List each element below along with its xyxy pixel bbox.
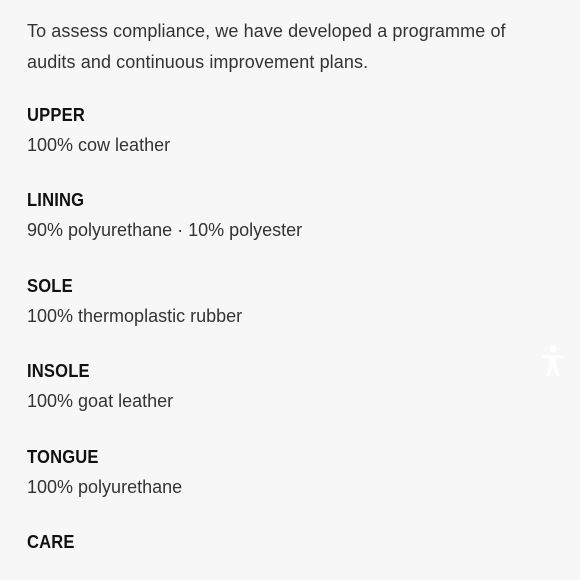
section-care xyxy=(27,531,79,553)
section-heading-lining: LINING xyxy=(27,190,85,210)
intro-paragraph xyxy=(27,16,567,78)
section-value-lining: 90% polyurethane · 10% polyester xyxy=(27,220,303,240)
intro-line-2: audits and continuous improvement plans. xyxy=(27,52,369,72)
section-value-tongue: 100% polyurethane xyxy=(27,477,183,497)
section-heading-insole: INSOLE xyxy=(27,361,90,381)
section-heading-tongue: TONGUE xyxy=(27,447,99,467)
section-insole xyxy=(27,360,173,412)
section-value-insole: 100% goat leather xyxy=(27,391,174,411)
section-value-sole: 100% thermoplastic rubber xyxy=(27,306,243,326)
section-lining xyxy=(27,189,302,241)
section-heading-upper: UPPER xyxy=(27,105,85,125)
section-heading-sole: SOLE xyxy=(27,276,73,296)
section-tongue xyxy=(27,446,182,498)
accessibility-icon[interactable] xyxy=(541,344,565,378)
section-sole xyxy=(27,275,242,327)
section-upper xyxy=(27,104,170,156)
intro-line-1: To assess compliance, we have developed a programme of xyxy=(27,21,506,41)
section-heading-care: CARE xyxy=(27,532,75,552)
section-value-upper: 100% cow leather xyxy=(27,135,171,155)
